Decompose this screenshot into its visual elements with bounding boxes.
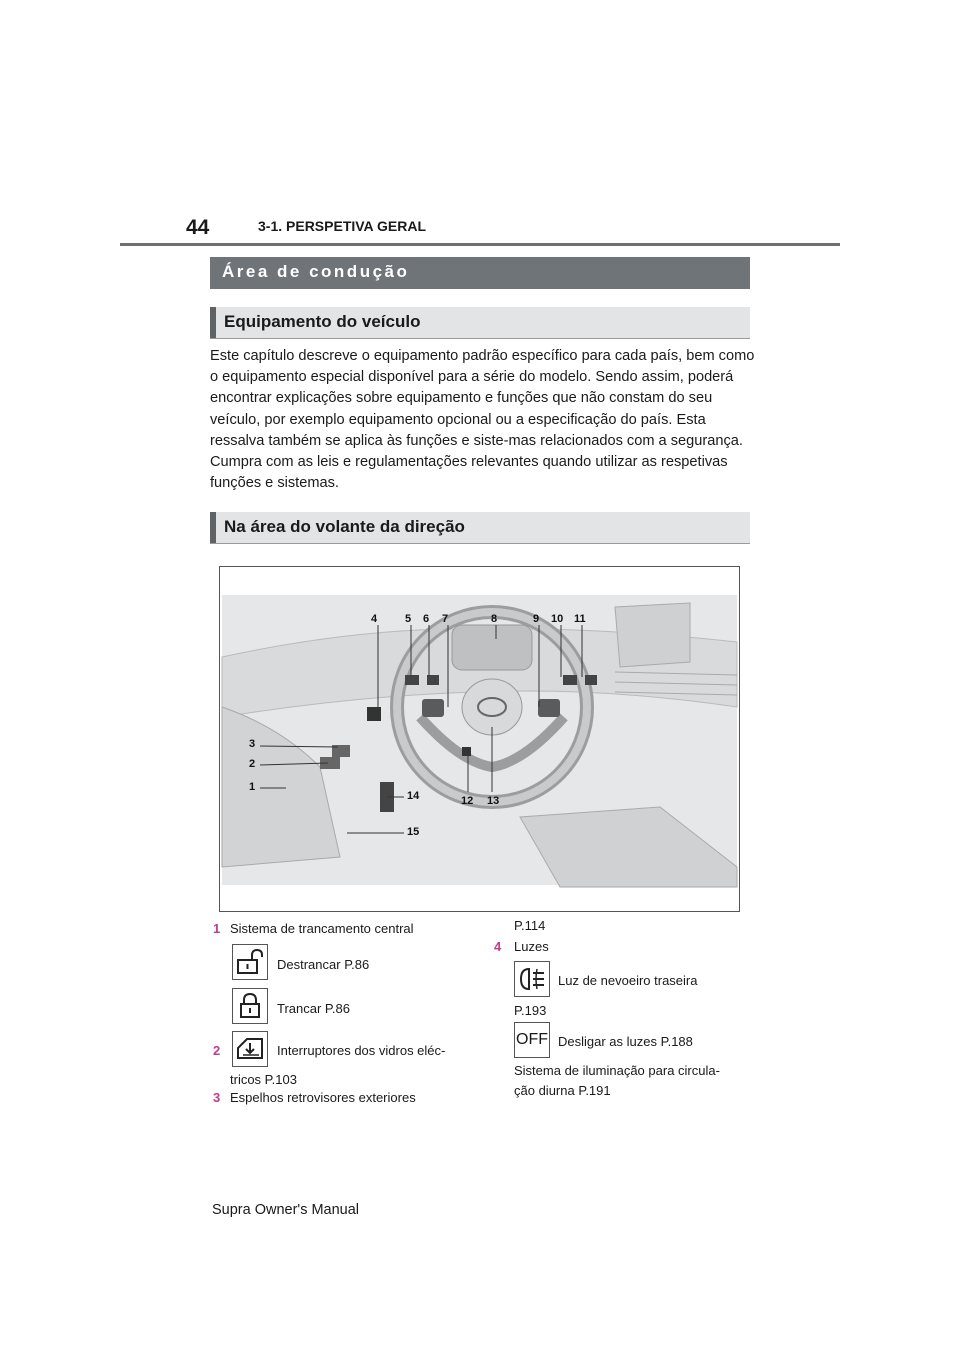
subsection-equipment-title: Equipamento do veículo bbox=[224, 312, 421, 331]
legend-num-4: 4 bbox=[494, 939, 502, 954]
callout-11: 11 bbox=[574, 613, 586, 625]
callout-5: 5 bbox=[405, 613, 412, 625]
legend-item-2-cont: tricos P.103 bbox=[230, 1072, 297, 1087]
subsection-steering-title: Na área do volante da direção bbox=[224, 517, 465, 536]
subsection-bar bbox=[210, 512, 216, 543]
legend-lock: Trancar P.86 bbox=[277, 1001, 350, 1016]
legend-num-1: 1 bbox=[213, 921, 221, 936]
callout-12: 12 bbox=[461, 795, 474, 807]
subsection-steering bbox=[210, 512, 750, 544]
cockpit-illustration bbox=[219, 566, 740, 912]
callout-4: 4 bbox=[371, 613, 378, 625]
legend-drl-cont: ção diurna P.191 bbox=[514, 1083, 611, 1098]
subsection-bar bbox=[210, 307, 216, 338]
window-switch-icon bbox=[232, 1031, 268, 1067]
callout-2: 2 bbox=[249, 758, 256, 770]
callout-14: 14 bbox=[407, 790, 420, 802]
legend-num-3: 3 bbox=[213, 1090, 221, 1105]
callout-7: 7 bbox=[442, 613, 449, 625]
callout-3: 3 bbox=[249, 738, 256, 750]
area-title: Área de condução bbox=[222, 262, 410, 281]
rear-fog-light-icon bbox=[514, 961, 550, 997]
legend-unlock: Destrancar P.86 bbox=[277, 957, 370, 972]
header-rule bbox=[120, 243, 840, 246]
legend-item-1: Sistema de trancamento central bbox=[230, 921, 414, 936]
callout-13: 13 bbox=[487, 795, 500, 807]
legend-p114: P.114 bbox=[514, 918, 546, 933]
legend-off: Desligar as luzes P.188 bbox=[558, 1034, 693, 1049]
lock-icon bbox=[232, 988, 268, 1024]
legend-num-2: 2 bbox=[213, 1043, 221, 1058]
legend-drl: Sistema de iluminação para circula- bbox=[514, 1063, 720, 1078]
intro-paragraph: Este capítulo descreve o equipamento padrão específico para cada país, bem como o equipamento especial disponível para a série do modelo. Sendo assim, poderá encontrar explicações sobre equipamento e funções que não constam do seu veículo, por exemplo equipamento opcional ou a especificação do país. Esta ressalva também se aplica às funções e siste-mas relacionados com a segurança. Cumpra com as leis e regulamentações relevantes quando utilizar as respetivas funções e sistemas. bbox=[210, 348, 755, 492]
legend-item-2: Interruptores dos vidros eléc- bbox=[277, 1043, 446, 1058]
section-header: 3-1. PERSPETIVA GERAL bbox=[258, 218, 427, 234]
legend-item-4: Luzes bbox=[514, 939, 549, 954]
legend-fog: Luz de nevoeiro traseira bbox=[558, 973, 698, 988]
page-number: 44 bbox=[186, 216, 210, 239]
callout-9: 9 bbox=[533, 613, 540, 625]
callout-6: 6 bbox=[423, 613, 430, 625]
callout-1: 1 bbox=[249, 781, 256, 793]
callout-10: 10 bbox=[551, 613, 564, 625]
legend-item-3: Espelhos retrovisores exteriores bbox=[230, 1090, 416, 1105]
off-icon: OFF bbox=[514, 1022, 550, 1058]
cockpit-drawing bbox=[220, 567, 739, 911]
callout-8: 8 bbox=[491, 613, 498, 625]
footer: Supra Owner's Manual bbox=[212, 1202, 360, 1218]
subsection-equipment bbox=[210, 307, 750, 339]
callout-15: 15 bbox=[407, 826, 420, 838]
unlock-icon bbox=[232, 944, 268, 980]
legend-fog-page: P.193 bbox=[514, 1003, 547, 1018]
